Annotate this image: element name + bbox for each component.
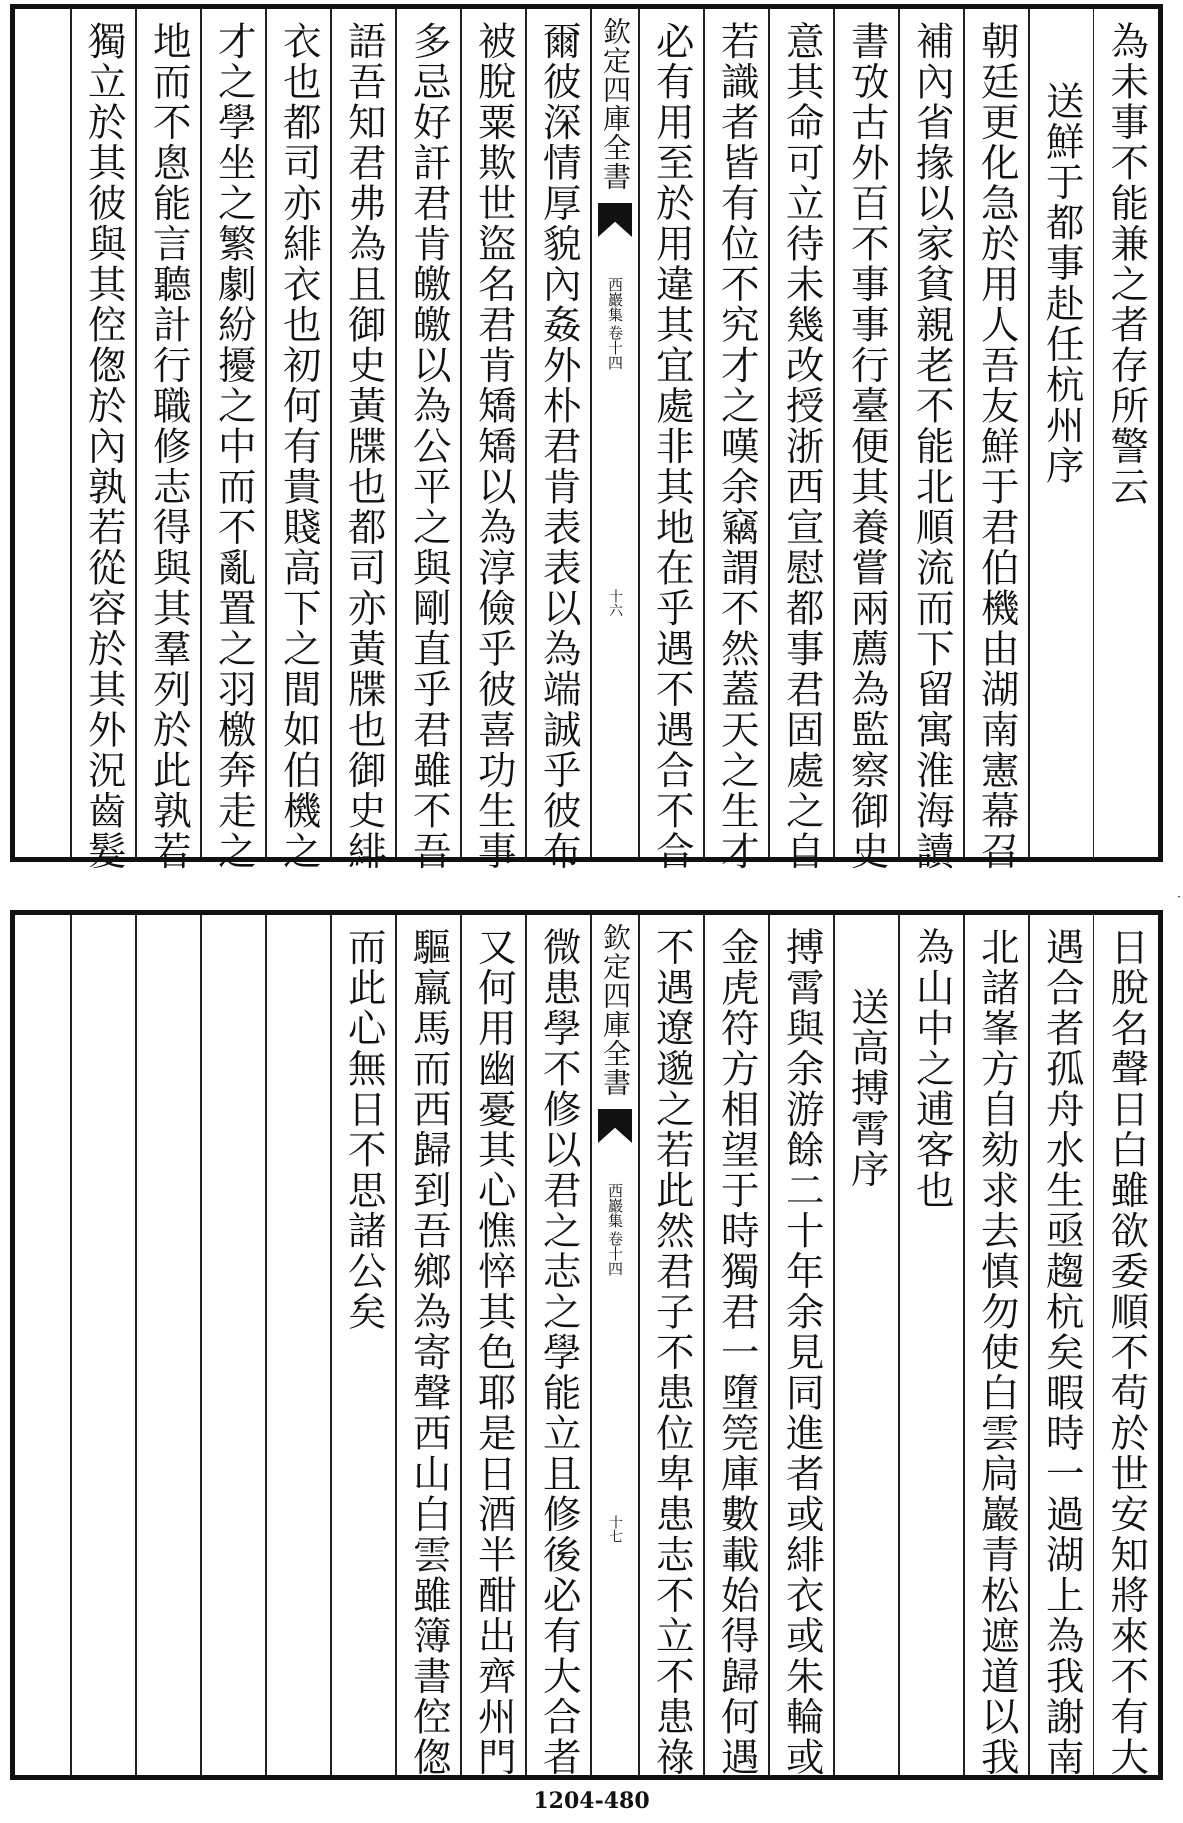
column-text: 語吾知君弗為且御史黃牒也都司亦黃牒也御史緋 bbox=[341, 21, 387, 872]
text-column bbox=[703, 9, 768, 872]
column-text: 多忌好訐君肯皦皦以為公平之與剛直乎君雖不吾 bbox=[406, 21, 452, 872]
text-column bbox=[460, 915, 525, 1778]
blank-column bbox=[200, 915, 265, 1775]
column-text: 為山中之逋客也 bbox=[909, 927, 955, 1211]
text-column bbox=[703, 915, 768, 1778]
column-text: 遇合者孤舟水生亟趨杭矣暇時一過湖上為我謝南 bbox=[1039, 927, 1085, 1778]
center-fold bbox=[590, 9, 638, 857]
column-text: 為未事不能兼之者存所警云 bbox=[1104, 21, 1150, 507]
text-column bbox=[395, 915, 460, 1778]
text-column bbox=[265, 9, 330, 872]
column-text: 日脫名聲日白雖欲委順不苟於世安知將來不有大 bbox=[1104, 927, 1150, 1778]
column-text: 必有用至於用違其宜處非其地在乎遇不遇合不合 bbox=[649, 21, 695, 872]
text-column bbox=[330, 915, 395, 1775]
column-text: 金虎符方相望于時獨君一墮筦庫數載始得歸何遇 bbox=[714, 927, 760, 1778]
book-name: 西巖集 bbox=[606, 1183, 624, 1228]
leaf-number: 十六 bbox=[607, 589, 623, 617]
text-column bbox=[833, 915, 898, 1775]
blank-column bbox=[265, 915, 330, 1775]
fishtail-mark-icon bbox=[598, 203, 632, 237]
top-page bbox=[10, 4, 1163, 872]
book-name: 西巖集 bbox=[606, 277, 624, 322]
text-column bbox=[525, 9, 590, 872]
column-text: 衣也都司亦緋衣也初何有貴賤高下之間如伯機之 bbox=[276, 21, 322, 872]
volume-number: 卷十四 bbox=[606, 325, 624, 370]
text-column bbox=[833, 9, 898, 872]
text-column bbox=[330, 9, 395, 872]
text-column bbox=[135, 9, 200, 872]
text-column bbox=[768, 915, 833, 1778]
text-column bbox=[70, 9, 135, 872]
section-title: 送高搏霄序 bbox=[844, 987, 890, 1190]
collection-title: 欽定四庫全書 bbox=[599, 17, 632, 191]
blank-column bbox=[135, 915, 200, 1775]
text-column bbox=[898, 915, 963, 1775]
stray-mark: · bbox=[1177, 890, 1181, 904]
bottom-page bbox=[10, 910, 1163, 1780]
column-text: 才之學坐之繁劇紛擾之中而不亂置之羽檄奔走之 bbox=[211, 21, 257, 872]
center-fold bbox=[590, 915, 638, 1775]
column-text: 微患學不修以君之志之學能立且修後必有大合者 bbox=[536, 927, 582, 1778]
column-text: 又何用幽憂其心憔悴其色耶是日酒半酣出齊州門 bbox=[471, 927, 517, 1778]
column-text: 搏霄與余游餘二十年余見同進者或緋衣或朱輪或 bbox=[779, 927, 825, 1778]
bottom-columns bbox=[15, 915, 1158, 1778]
volume-number: 卷十四 bbox=[606, 1231, 624, 1276]
top-columns bbox=[15, 9, 1158, 872]
section-title: 送鮮于都事赴任杭州序 bbox=[1039, 81, 1085, 486]
text-column bbox=[963, 915, 1028, 1778]
column-text: 不遇遼邈之若此然君子不患位卑患志不立不患祿 bbox=[649, 927, 695, 1778]
book-info bbox=[606, 1183, 624, 1276]
column-text: 朝廷更化急於用人吾友鮮于君伯機由湖南憲幕召 bbox=[974, 21, 1020, 872]
text-column bbox=[638, 915, 703, 1778]
text-column bbox=[1093, 9, 1158, 857]
text-column bbox=[898, 9, 963, 872]
text-column bbox=[1028, 915, 1093, 1778]
column-text: 書攷古外百不事事行臺便其養嘗兩薦為監察御史 bbox=[844, 21, 890, 872]
column-text: 而此心無日不思諸公矣 bbox=[341, 927, 387, 1332]
collection-title: 欽定四庫全書 bbox=[599, 923, 632, 1097]
column-text: 驅羸馬而西歸到吾鄉為寄聲西山白雲雖簿書倥偬 bbox=[406, 927, 452, 1778]
blank-column bbox=[70, 915, 135, 1775]
text-column bbox=[638, 9, 703, 872]
text-column bbox=[1028, 9, 1093, 857]
leaf-number: 十七 bbox=[607, 1515, 623, 1543]
column-text: 地而不悤能言聽計行職修志得與其羣列於此孰若 bbox=[146, 21, 192, 872]
text-column bbox=[1093, 915, 1158, 1778]
folio-number: 1204-480 bbox=[533, 1788, 650, 1814]
text-column bbox=[963, 9, 1028, 872]
column-text: 獨立於其彼與其倥偬於內孰若從容於其外況齒髮 bbox=[81, 21, 127, 872]
column-text: 若識者皆有位不究才之嘆余竊謂不然蓋天之生才 bbox=[714, 21, 760, 872]
text-column bbox=[460, 9, 525, 872]
text-column bbox=[768, 9, 833, 872]
column-text: 意其命可立待未幾改授浙西宣慰都事君固處之自 bbox=[779, 21, 825, 872]
column-text: 補內省掾以家貧親老不能北順流而下留寓淮海讀 bbox=[909, 21, 955, 872]
text-column bbox=[525, 915, 590, 1778]
text-column bbox=[395, 9, 460, 872]
book-info bbox=[606, 277, 624, 370]
column-text: 爾彼深情厚貌內姦外朴君肯表表以為端誠乎彼布 bbox=[536, 21, 582, 872]
column-text: 北諸峯方自劾求去慎勿使白雲扃巖青松遮道以我 bbox=[974, 927, 1020, 1778]
text-column bbox=[200, 9, 265, 872]
column-text: 被脫粟欺世盜名君肯矯矯以為淳儉乎彼喜功生事 bbox=[471, 21, 517, 872]
fishtail-mark-icon bbox=[598, 1109, 632, 1143]
